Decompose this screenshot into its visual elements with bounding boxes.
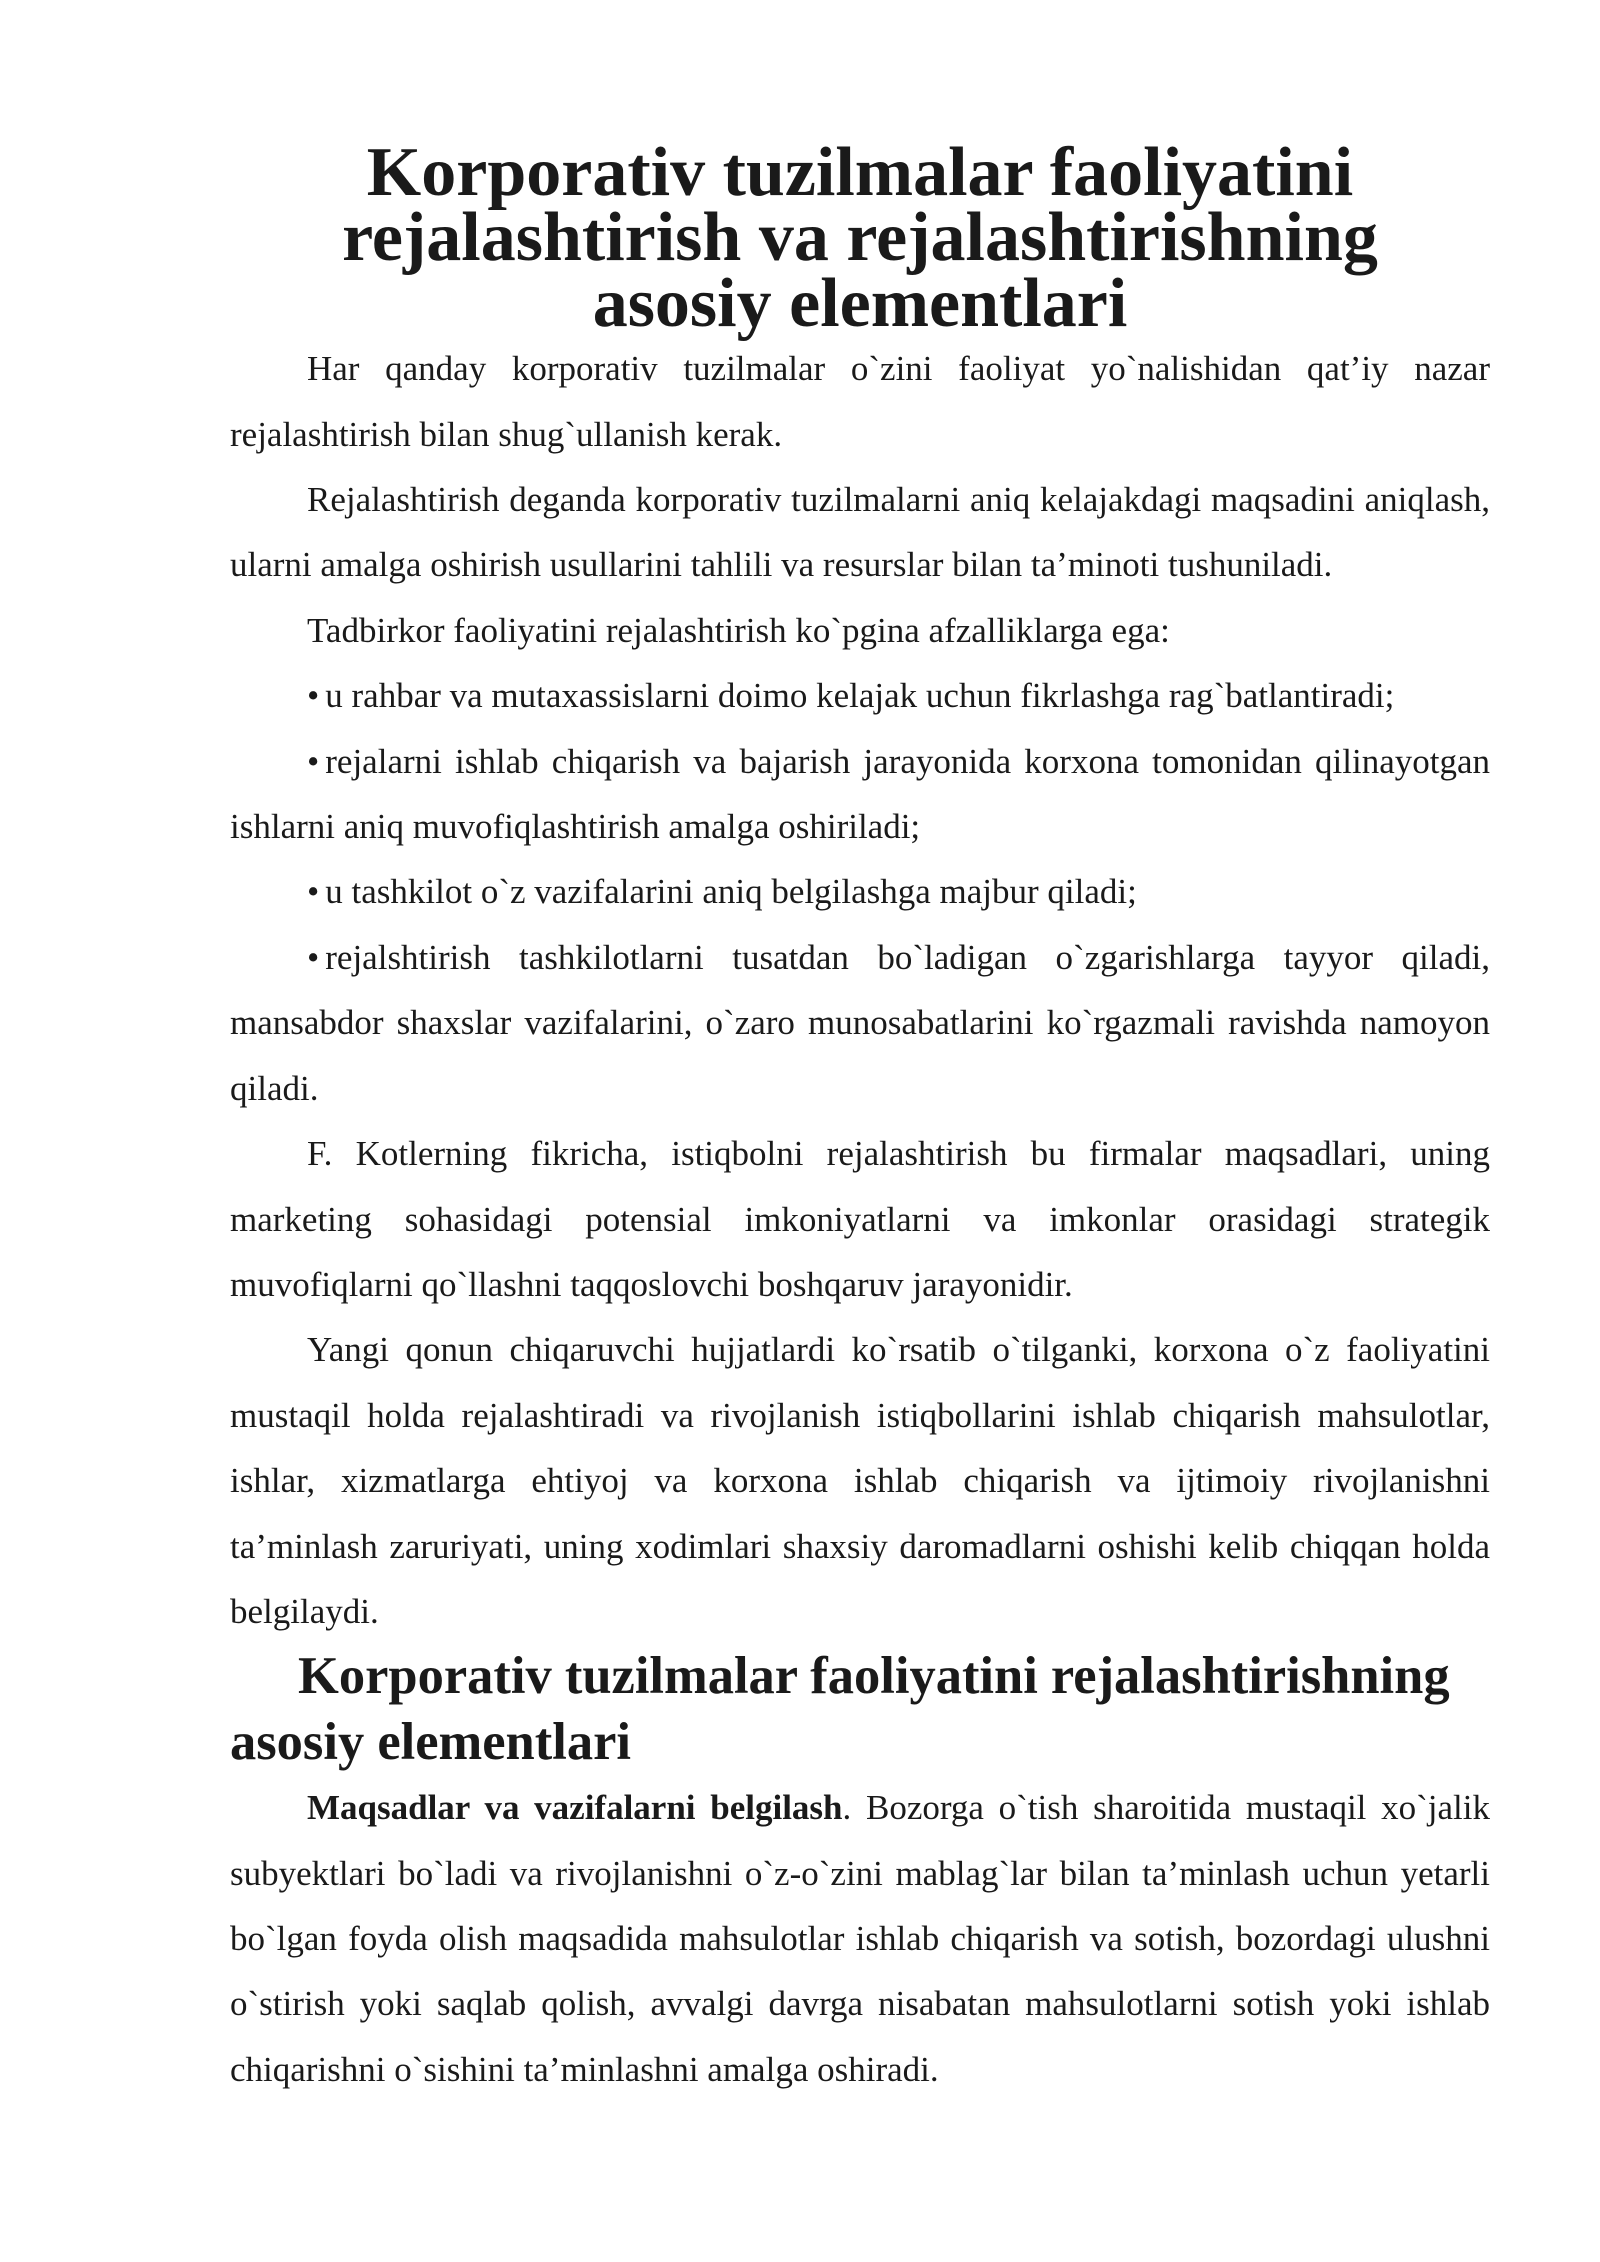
bullet-text: rejalarni ishlab chiqarish va bajarish jarayonida korxona tomonidan qilinayotgan ishlarni aniq muvofiqlashtirish amalga oshiriladi; [230, 741, 1490, 847]
bullet-item [230, 925, 1490, 1121]
bullet-icon: • [307, 872, 320, 912]
paragraph-kotler: F. Kotlerning fikricha, istiqbolni rejalashtirish bu firmalar maqsadlari, uning marketing sohasidagi potensial imkoniyatlarni va imkonlar orasidagi strategik muvofiqlarni qo`llashni taqqoslovchi boshqaruv jarayonidir. [230, 1134, 1490, 1304]
paragraph-body: . Bozorga o`tish sharoitida mustaqil xo`jalik subyektlari bo`ladi va rivojlanishni o`z-o`zini mablag`lar bilan ta’minlash uchun yetarli bo`lgan foyda olish maqsadida mahsulotlar ishlab chiqarish va sotish, bozordagi ulushni o`stirish yoki saqlab qolish, avvalgi davrga nisabatan mahsulotlarni sotish yoki ishlab chiqarishni o`sishini ta’minlashni amalga oshiradi. [230, 1788, 1490, 2089]
paragraph-goals [230, 1775, 1490, 2102]
bullet-text: u rahbar va mutaxassislarni doimo kelajak uchun fikrlashga rag`batlantiradi; [325, 676, 1395, 716]
bullet-item [230, 859, 1490, 924]
bullet-icon: • [307, 937, 320, 977]
bullet-icon: • [307, 676, 320, 716]
paragraph-definition: Rejalashtirish deganda korporativ tuzilmalarni aniq kelajakdagi maqsadini aniqlash, ularni amalga oshirish usullarini tahlili va resurslar bilan ta’minoti tushuniladi. [230, 480, 1490, 585]
bullet-item [230, 663, 1490, 728]
bullet-item [230, 729, 1490, 860]
bullet-text: u tashkilot o`z vazifalarini aniq belgilashga majbur qiladi; [325, 872, 1137, 912]
section-heading: Korporativ tuzilmalar faoliyatini rejalashtirishning asosiy elementlari [230, 1647, 1450, 1771]
bullet-icon: • [307, 741, 320, 781]
document-page [230, 134, 1490, 2102]
document-title: Korporativ tuzilmalar faoliyatini rejalashtirish va rejalashtirishning asosiy elementlari [342, 134, 1378, 342]
paragraph-advantages: Tadbirkor faoliyatini rejalashtirish ko`pgina afzalliklarga ega: [307, 610, 1170, 650]
paragraph-legislation: Yangi qonun chiqaruvchi hujjatlardi ko`rsatib o`tilganki, korxona o`z faoliyatini mustaqil holda rejalashtiradi va rivojlanish istiqbollarini ishlab chiqarish mahsulotlar, ishlar, xizmatlarga ehtiyoj va korxona ishlab chiqarish va ijtimoiy rivojlanishni ta’minlash zaruriyati, uning xodimlari shaxsiy daromadlarni oshishi kelib chiqqan holda belgilaydi. [230, 1330, 1490, 1631]
bullet-text: rejalshtirish tashkilotlarni tusatdan bo`ladigan o`zgarishlarga tayyor qiladi, mansabdor shaxslar vazifalarini, o`zaro munosabatlarini ko`rgazmali ravishda namoyon qiladi. [230, 937, 1490, 1108]
paragraph-lead: Maqsadlar va vazifalarni belgilash [307, 1788, 843, 1828]
paragraph-intro: Har qanday korporativ tuzilmalar o`zini faoliyat yo`nalishidan qat’iy nazar rejalashtirish bilan shug`ullanish kerak. [230, 349, 1490, 454]
